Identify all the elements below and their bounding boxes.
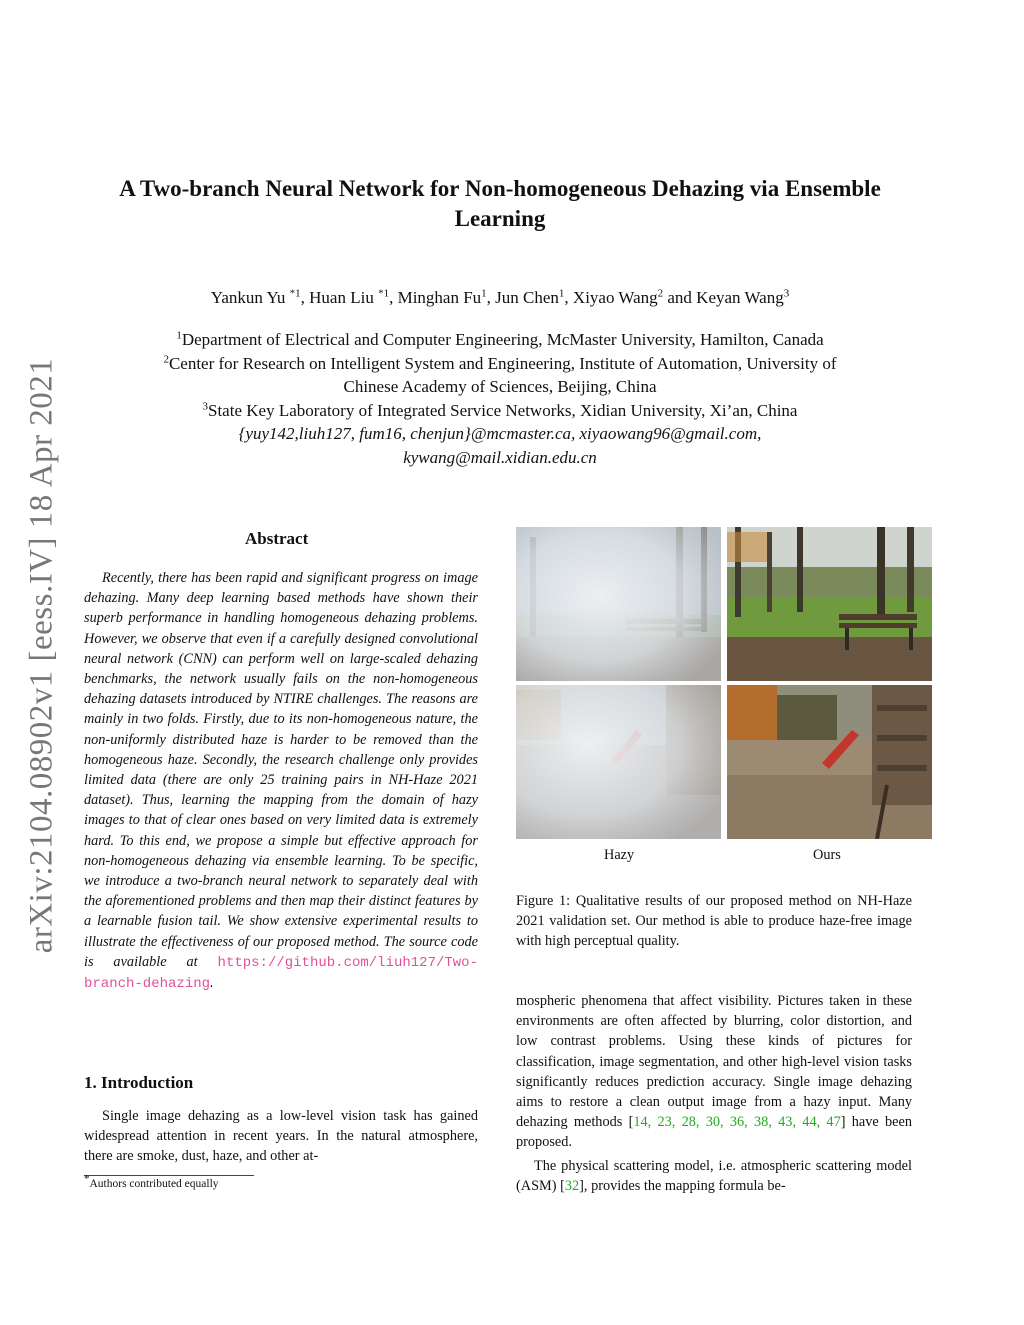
para2-text: The physical scattering model, i.e. atmospheric scattering model (ASM) [ [516,1158,912,1195]
footnote-text: Authors contributed equally [89,1178,219,1190]
title-line-2: Learning [454,206,546,231]
author-4: , Jun Chen [486,288,559,307]
affiliation-1 [60,328,940,352]
right-column-paragraph-2 [516,1156,912,1196]
citation-group[interactable]: 14, 23, 28, 30, 36, 38, 43, 44, 47 [633,1114,841,1131]
abstract-end: . [210,975,214,992]
author-3-mark: 1 [481,287,487,300]
affiliation-1-text: Department of Electrical and Computer Engineering, McMaster University, Hamilton, Canada [181,330,824,349]
author-2: , Huan Liu [300,288,379,307]
footnote [84,1173,219,1190]
introduction-heading: 1. Introduction [84,1073,194,1092]
footnote-mark: * [84,1173,90,1186]
affiliation-2-cont: Chinese Academy of Sciences, Beijing, China [343,377,657,396]
footnote-rule [84,1175,254,1176]
affiliation-2-text-a: Center for Research on Intelligent System and Engineering, Institute of Automation, University of [168,353,837,373]
right-column-paragraph-1 [516,991,912,1153]
para1-text: mospheric phenomena that affect visibility. Pictures taken in these environments are often affected by blurring, color distortion, and low contrast problems. Using these kinds of pictures for classification, image segmentation, and other high-level vision tasks significantly reduces prediction accuracy. Single image dehazing aims to restore a clean output image from a hazy input. Many dehazing methods [ [516,993,912,1131]
para2-end: ], provides the mapping formula be- [579,1178,786,1195]
figure-label-ours: Ours [813,847,841,863]
abstract-body [84,568,478,994]
hazy-park-image [516,527,721,681]
author-2-mark: *1 [378,287,390,300]
author-list [60,288,940,308]
figure-1 [516,527,932,839]
emails-line-2 [60,446,940,470]
author-5-mark: 2 [657,287,664,300]
figure-caption: Figure 1: Qualitative results of our proposed method on NH-Haze 2021 validation set. Our method is able to produce haze-free image with high perceptual quality. [516,893,912,950]
affiliation-2-mark: 2 [163,352,169,365]
affiliation-3-mark: 3 [202,399,208,412]
dehazed-playground-image [727,685,932,839]
emails-2: kywang@mail.xidian.edu.cn [403,447,597,467]
dehazed-park-image [727,527,932,681]
author-4-mark: 1 [558,287,565,300]
author-6-mark: 3 [783,287,790,300]
arxiv-sidebar [20,350,64,960]
emails-1: {yuy142,liuh127, fum16, chenjun}@mcmaster.ca, xiyaowang96@gmail.com, [238,424,762,443]
affiliation-2 [60,352,940,376]
para1-end: ] have been proposed. [516,1114,913,1151]
abstract-text: Recently, there has been rapid and significant progress on image dehazing. Many deep learning based methods have shown their superb performance in handling homogeneous dehazing problems. However, we observe that even if a carefully designed convolutional neural network (CNN) can perform well on large-scaled dehazing benchmarks, the network usually fails on the non-homogeneous dehazing datasets introduced by NTIRE challenges. The reasons are mainly in two folds. Firstly, due to its non-homogeneous nature, the non-uniformly distributed haze is harder to be removed than the homogeneous haze. Secondly, the research challenge only provides limited data (there are only 25 training pairs in NH-Haze 2021 dataset). Thus, learning the mapping from the domain of hazy images to that of clear ones based on very limited data is extremely hard. To this end, we propose a simple but effective approach for non-homogeneous dehazing via ensemble learning. To be specific, we introduce a two-branch neural network to separately deal with the aforementioned problems and then map their distinct features by a learnable fusion tail. We show extensive experimental results to illustrate the effectiveness of our proposed method. The source code is available at [84,570,478,970]
author-1: Yankun Yu [210,288,290,307]
introduction-body: Single image dehazing as a low-level vision task has gained widespread attention in recent years. In the natural atmosphere, there are smoke, dust, haze, and other at- [84,1108,478,1165]
affiliation-3 [60,399,940,423]
title-line-1: A Two-branch Neural Network for Non-homogeneous Dehazing via Ensemble [119,176,881,201]
affiliations [60,328,940,469]
author-1-mark: *1 [289,287,301,300]
author-5: , Xiyao Wang [564,288,658,307]
abstract-heading: Abstract [245,529,309,548]
source-code-link[interactable]: https://github.com/liuh127/Two-branch-dehazing [84,954,478,993]
affiliation-1-mark: 1 [176,329,182,342]
citation-32[interactable]: 32 [564,1178,580,1195]
hazy-playground-image [516,685,721,839]
author-3: , Minghan Fu [389,288,482,307]
figure-label-hazy: Hazy [604,847,635,863]
emails-line-1 [60,422,940,446]
arxiv-id: arXiv:2104.08902v1 [eess.IV] 18 Apr 2021 [23,357,60,953]
affiliation-3-text: State Key Laboratory of Integrated Service Networks, Xidian University, Xi’an, China [208,400,798,420]
author-6: and Keyan Wang [663,288,784,307]
paper-title [60,174,940,234]
